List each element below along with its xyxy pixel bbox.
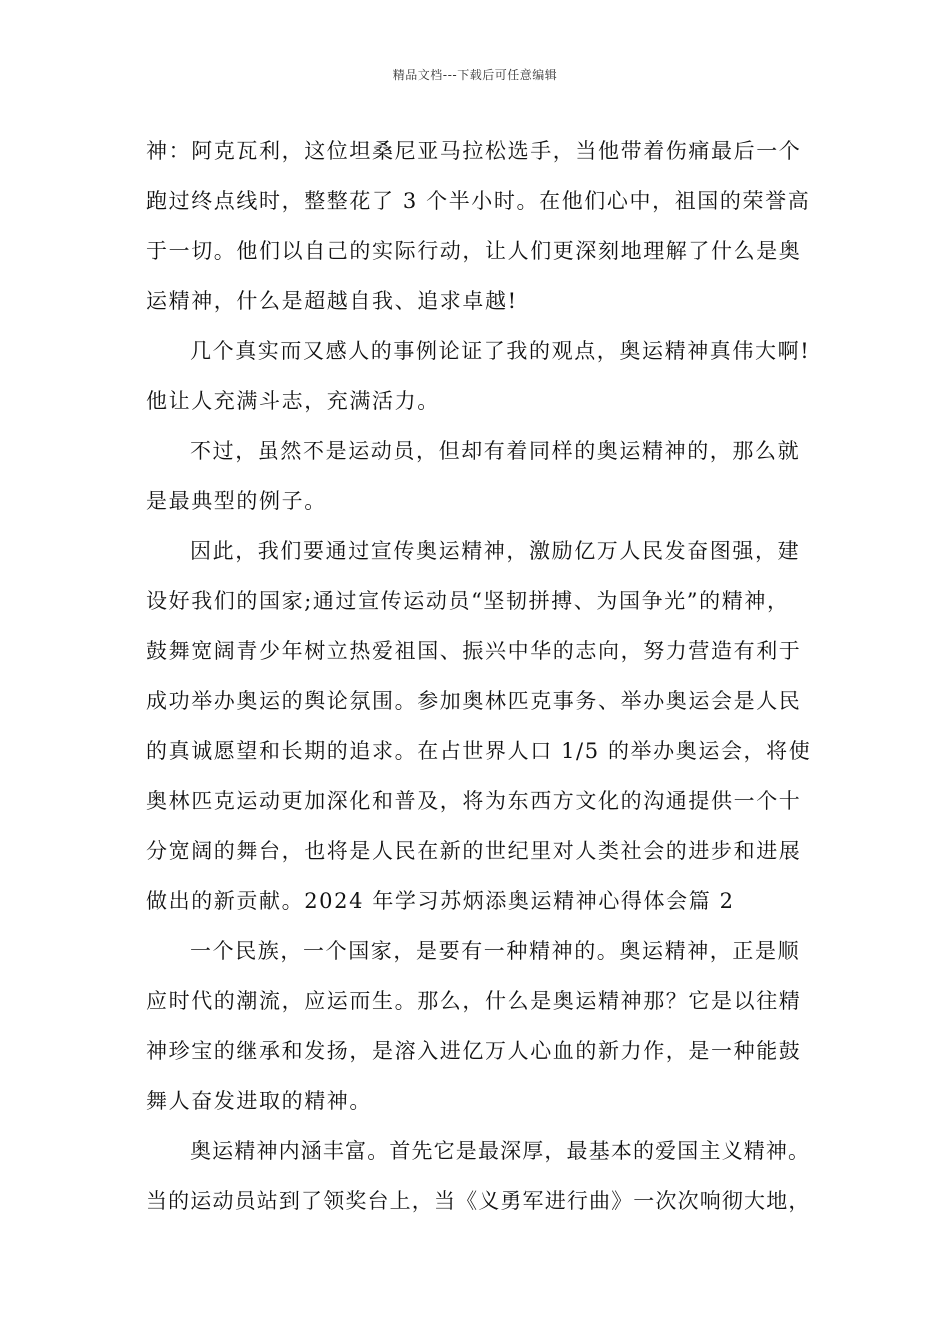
text-line: 舞人奋发进取的精神。	[146, 1089, 372, 1113]
text-line: 运精神，什么是超越自我、追求卓越!	[146, 289, 518, 313]
text-line: 神珍宝的继承和发扬，是溶入进亿万人心血的新力作，是一种能鼓	[146, 1039, 802, 1063]
paragraph-first-line: 因此，我们要通过宣传奥运精神，激励亿万人民发奋图强，建	[190, 539, 801, 563]
text-line: 设好我们的国家;通过宣传运动员“坚韧拼搏、为国争光”的精神，	[146, 589, 790, 613]
text-line: 于一切。他们以自己的实际行动，让人们更深刻地理解了什么是奥	[146, 239, 802, 263]
paragraph-first-line: 一个民族，一个国家，是要有一种精神的。奥运精神，正是顺	[190, 939, 801, 963]
text-line: 是最典型的例子。	[146, 489, 327, 513]
text-line: 当的运动员站到了领奖台上，当《义勇军进行曲》一次次响彻大地，	[146, 1189, 811, 1213]
text-line: 奥林匹克运动更加深化和普及，将为东西方文化的沟通提供一个十	[146, 789, 802, 813]
page-header: 精品文档---下载后可任意编辑	[392, 68, 558, 82]
document-body	[146, 131, 811, 1231]
paragraph-first-line: 奥运精神内涵丰富。首先它是最深厚，最基本的爱国主义精神。	[190, 1139, 811, 1163]
text-line: 鼓舞宽阔青少年树立热爱祖国、振兴中华的志向，努力营造有利于	[146, 639, 802, 663]
paragraph-first-line: 不过，虽然不是运动员，但却有着同样的奥运精神的，那么就	[190, 439, 801, 463]
text-line: 的真诚愿望和长期的追求。在占世界人口 1/5 的举办奥运会，将使	[146, 739, 812, 763]
text-line: 分宽阔的舞台，也将是人民在新的世纪里对人类社会的进步和进展	[146, 839, 802, 863]
paragraph-first-line: 几个真实而又感人的事例论证了我的观点，奥运精神真伟大啊!	[190, 339, 811, 363]
text-line: 他让人充满斗志，充满活力。	[146, 389, 440, 413]
text-line: 成功举办奥运的舆论氛围。参加奥林匹克事务、举办奥运会是人民	[146, 689, 802, 713]
text-line: 应时代的潮流，应运而生。那么，什么是奥运精神那？它是以往精	[146, 989, 802, 1013]
text-line: 做出的新贡献。2024 年学习苏炳添奥运精神心得体会篇 2	[146, 889, 735, 913]
text-line: 神：阿克瓦利，这位坦桑尼亚马拉松选手，当他带着伤痛最后一个	[146, 139, 802, 163]
text-line: 跑过终点线时，整整花了 3 个半小时。在他们心中，祖国的荣誉高	[146, 189, 811, 213]
